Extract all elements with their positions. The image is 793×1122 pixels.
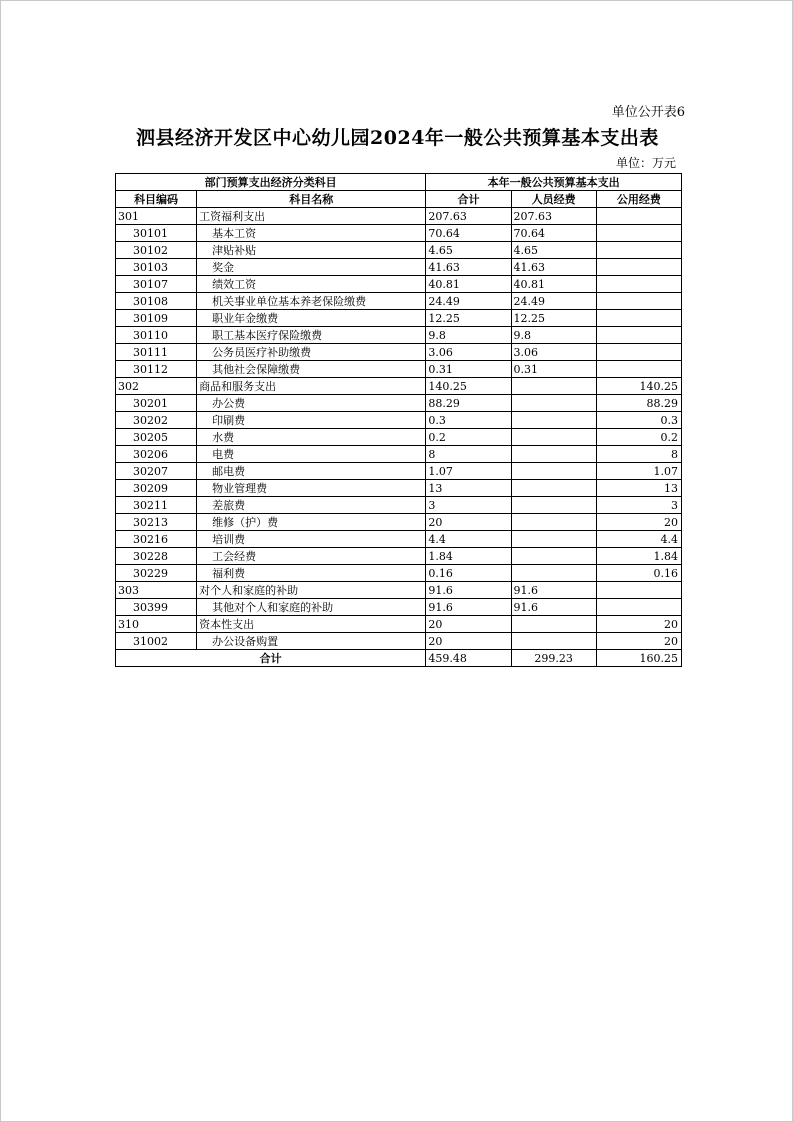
row-personnel <box>511 412 596 429</box>
row-name: 津贴补贴 <box>197 242 426 259</box>
header-group-expenditure: 本年一般公共预算基本支出 <box>426 174 682 191</box>
table-row <box>116 429 682 446</box>
row-total: 0.3 <box>426 412 511 429</box>
row-name: 基本工资 <box>197 225 426 242</box>
row-personnel: 91.6 <box>511 599 596 616</box>
row-public: 0.16 <box>596 565 681 582</box>
row-personnel: 0.31 <box>511 361 596 378</box>
row-code: 30209 <box>116 480 197 497</box>
header-personnel: 人员经费 <box>511 191 596 208</box>
row-personnel: 91.6 <box>511 582 596 599</box>
row-code: 30102 <box>116 242 197 259</box>
table-row <box>116 259 682 276</box>
row-public <box>596 225 681 242</box>
row-name: 办公设备购置 <box>197 633 426 650</box>
row-code: 30101 <box>116 225 197 242</box>
row-code: 30111 <box>116 344 197 361</box>
row-total: 88.29 <box>426 395 511 412</box>
row-code: 30216 <box>116 531 197 548</box>
row-code: 30103 <box>116 259 197 276</box>
row-code: 302 <box>116 378 197 395</box>
row-public: 1.07 <box>596 463 681 480</box>
row-public <box>596 310 681 327</box>
row-public: 0.2 <box>596 429 681 446</box>
row-public: 20 <box>596 616 681 633</box>
row-personnel <box>511 463 596 480</box>
row-personnel <box>511 565 596 582</box>
row-name: 办公费 <box>197 395 426 412</box>
row-public: 8 <box>596 446 681 463</box>
row-personnel: 9.8 <box>511 327 596 344</box>
row-public: 20 <box>596 633 681 650</box>
row-total: 24.49 <box>426 293 511 310</box>
document-label: 单位公开表6 <box>611 105 685 120</box>
total-label: 合计 <box>116 650 426 667</box>
table-row <box>116 480 682 497</box>
row-name: 邮电费 <box>197 463 426 480</box>
header-public: 公用经费 <box>596 191 681 208</box>
row-public: 4.4 <box>596 531 681 548</box>
row-personnel: 12.25 <box>511 310 596 327</box>
row-name: 培训费 <box>197 531 426 548</box>
row-public <box>596 327 681 344</box>
row-public <box>596 582 681 599</box>
row-name: 工资福利支出 <box>197 208 426 225</box>
row-total: 0.2 <box>426 429 511 446</box>
row-public: 1.84 <box>596 548 681 565</box>
row-code: 30108 <box>116 293 197 310</box>
table-row <box>116 310 682 327</box>
row-name: 印刷费 <box>197 412 426 429</box>
row-name: 资本性支出 <box>197 616 426 633</box>
row-total: 3 <box>426 497 511 514</box>
row-code: 30213 <box>116 514 197 531</box>
header-group-classification: 部门预算支出经济分类科目 <box>116 174 426 191</box>
table-row <box>116 497 682 514</box>
row-total: 40.81 <box>426 276 511 293</box>
row-personnel: 207.63 <box>511 208 596 225</box>
row-code: 30211 <box>116 497 197 514</box>
table-row <box>116 616 682 633</box>
row-code: 30229 <box>116 565 197 582</box>
budget-table <box>115 173 682 667</box>
table-body <box>116 208 682 650</box>
row-personnel <box>511 514 596 531</box>
row-public: 140.25 <box>596 378 681 395</box>
row-public <box>596 599 681 616</box>
table-row <box>116 599 682 616</box>
row-code: 301 <box>116 208 197 225</box>
table-row <box>116 378 682 395</box>
row-name: 电费 <box>197 446 426 463</box>
row-public <box>596 259 681 276</box>
table-row <box>116 208 682 225</box>
row-personnel: 41.63 <box>511 259 596 276</box>
row-total: 91.6 <box>426 599 511 616</box>
row-public: 3 <box>596 497 681 514</box>
row-personnel <box>511 548 596 565</box>
row-total: 20 <box>426 633 511 650</box>
row-total: 9.8 <box>426 327 511 344</box>
row-total: 207.63 <box>426 208 511 225</box>
row-code: 310 <box>116 616 197 633</box>
row-name: 商品和服务支出 <box>197 378 426 395</box>
row-name: 水费 <box>197 429 426 446</box>
row-public <box>596 276 681 293</box>
row-code: 30107 <box>116 276 197 293</box>
header-code: 科目编码 <box>116 191 197 208</box>
row-total: 4.4 <box>426 531 511 548</box>
row-name: 福利费 <box>197 565 426 582</box>
row-total: 140.25 <box>426 378 511 395</box>
row-name: 职工基本医疗保险缴费 <box>197 327 426 344</box>
row-public: 13 <box>596 480 681 497</box>
table-row <box>116 565 682 582</box>
table-row <box>116 633 682 650</box>
row-total: 12.25 <box>426 310 511 327</box>
row-total: 0.16 <box>426 565 511 582</box>
row-public <box>596 293 681 310</box>
unit-label: 单位：万元 <box>615 156 676 170</box>
row-name: 维修（护）费 <box>197 514 426 531</box>
row-public: 0.3 <box>596 412 681 429</box>
total-sum: 459.48 <box>426 650 511 667</box>
table-row <box>116 242 682 259</box>
table-row <box>116 276 682 293</box>
row-total: 13 <box>426 480 511 497</box>
table-row <box>116 344 682 361</box>
row-public <box>596 361 681 378</box>
row-code: 30399 <box>116 599 197 616</box>
page-title: 泗县经济开发区中心幼儿园2024年一般公共预算基本支出表 <box>136 127 659 149</box>
row-public <box>596 208 681 225</box>
table-row <box>116 582 682 599</box>
row-code: 30109 <box>116 310 197 327</box>
row-code: 30228 <box>116 548 197 565</box>
row-code: 30207 <box>116 463 197 480</box>
row-total: 3.06 <box>426 344 511 361</box>
row-code: 30110 <box>116 327 197 344</box>
row-code: 30112 <box>116 361 197 378</box>
row-code: 30206 <box>116 446 197 463</box>
row-personnel <box>511 616 596 633</box>
row-name: 公务员医疗补助缴费 <box>197 344 426 361</box>
row-total: 1.07 <box>426 463 511 480</box>
row-name: 物业管理费 <box>197 480 426 497</box>
row-personnel <box>511 446 596 463</box>
header-total: 合计 <box>426 191 511 208</box>
row-total: 1.84 <box>426 548 511 565</box>
table-row <box>116 463 682 480</box>
row-name: 机关事业单位基本养老保险缴费 <box>197 293 426 310</box>
row-total: 8 <box>426 446 511 463</box>
header-group-row <box>116 174 682 191</box>
row-personnel <box>511 531 596 548</box>
row-total: 20 <box>426 616 511 633</box>
row-personnel <box>511 378 596 395</box>
row-personnel <box>511 480 596 497</box>
row-personnel <box>511 429 596 446</box>
row-public: 20 <box>596 514 681 531</box>
row-personnel: 24.49 <box>511 293 596 310</box>
table-row <box>116 225 682 242</box>
row-public: 88.29 <box>596 395 681 412</box>
table-row <box>116 361 682 378</box>
row-personnel: 40.81 <box>511 276 596 293</box>
table-row <box>116 531 682 548</box>
row-code: 303 <box>116 582 197 599</box>
row-total: 0.31 <box>426 361 511 378</box>
row-total: 4.65 <box>426 242 511 259</box>
row-personnel <box>511 395 596 412</box>
total-personnel: 299.23 <box>511 650 596 667</box>
row-personnel: 3.06 <box>511 344 596 361</box>
row-name: 其他对个人和家庭的补助 <box>197 599 426 616</box>
row-total: 20 <box>426 514 511 531</box>
row-total: 91.6 <box>426 582 511 599</box>
row-code: 30201 <box>116 395 197 412</box>
row-personnel: 70.64 <box>511 225 596 242</box>
table-row <box>116 293 682 310</box>
total-row <box>116 650 682 667</box>
row-personnel: 4.65 <box>511 242 596 259</box>
header-name: 科目名称 <box>197 191 426 208</box>
row-code: 31002 <box>116 633 197 650</box>
row-public <box>596 242 681 259</box>
table-row <box>116 548 682 565</box>
table-row <box>116 514 682 531</box>
row-name: 工会经费 <box>197 548 426 565</box>
row-name: 差旅费 <box>197 497 426 514</box>
table-row <box>116 446 682 463</box>
table-row <box>116 412 682 429</box>
row-personnel <box>511 497 596 514</box>
row-personnel <box>511 633 596 650</box>
table-row <box>116 395 682 412</box>
row-code: 30202 <box>116 412 197 429</box>
row-name: 绩效工资 <box>197 276 426 293</box>
header-column-row <box>116 191 682 208</box>
row-total: 41.63 <box>426 259 511 276</box>
row-name: 职业年金缴费 <box>197 310 426 327</box>
row-code: 30205 <box>116 429 197 446</box>
row-name: 对个人和家庭的补助 <box>197 582 426 599</box>
row-public <box>596 344 681 361</box>
row-name: 奖金 <box>197 259 426 276</box>
row-total: 70.64 <box>426 225 511 242</box>
row-name: 其他社会保障缴费 <box>197 361 426 378</box>
total-public: 160.25 <box>596 650 681 667</box>
table-row <box>116 327 682 344</box>
